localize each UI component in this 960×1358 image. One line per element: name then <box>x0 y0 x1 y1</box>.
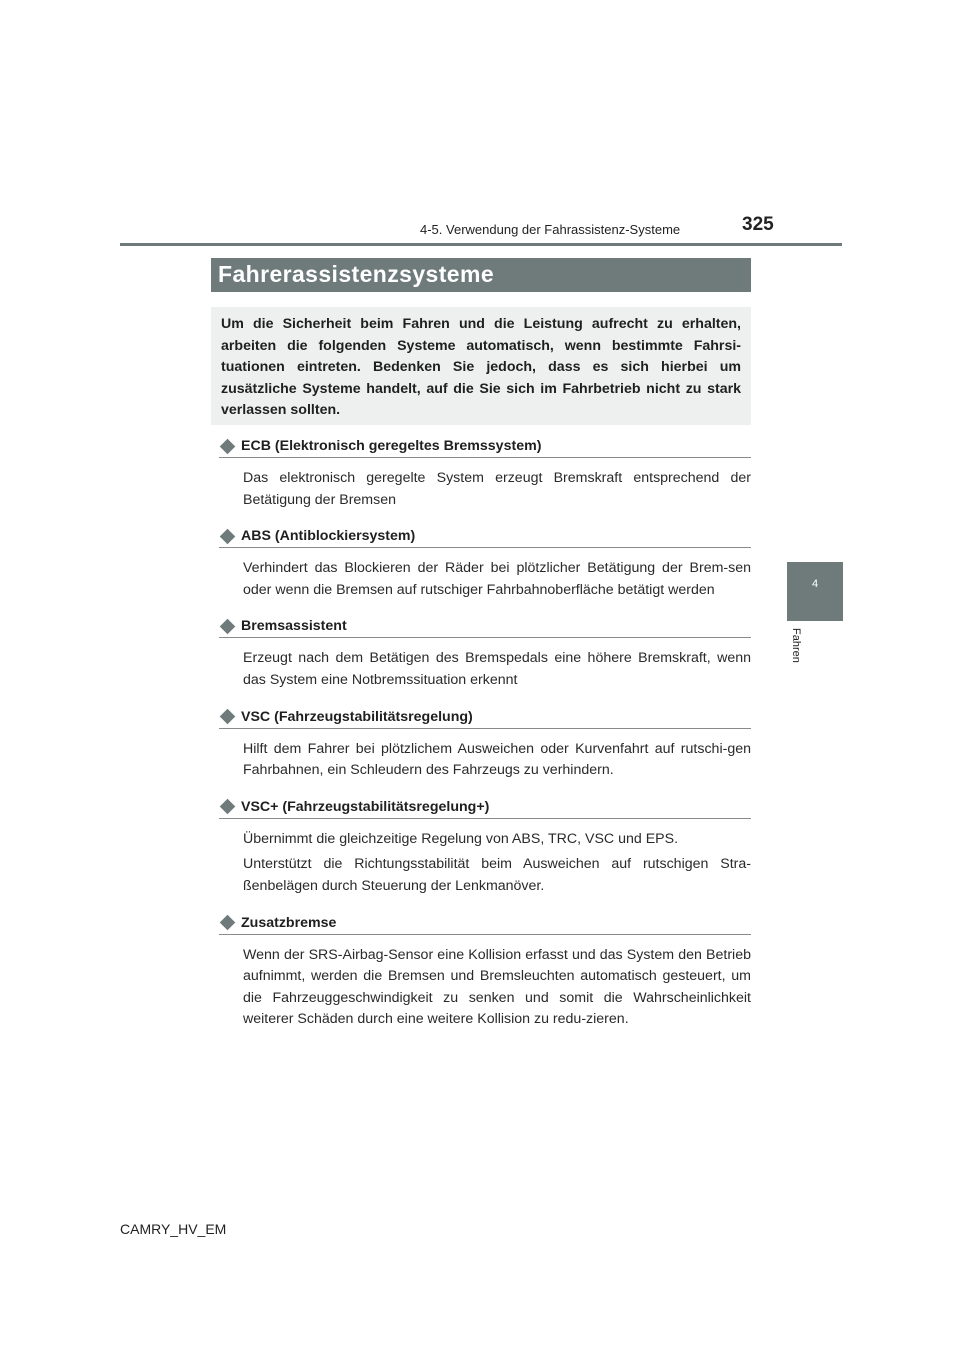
diamond-bullet-icon <box>220 799 236 815</box>
section-heading: VSC (Fahrzeugstabilitätsregelung) <box>241 708 473 725</box>
section-paragraph: Unterstützt die Richtungsstabilität beim Ausweichen auf rutschigen Stra-ßenbelägen durch Steuerung der Lenkmanöver. <box>243 856 751 894</box>
diamond-bullet-icon <box>220 709 236 725</box>
chapter-tab-label: Fahren <box>790 628 802 663</box>
section-heading-row <box>219 915 751 935</box>
section-body <box>219 468 751 511</box>
header-section-title: 4-5. Verwendung der Fahrassistenz-Systeme <box>420 222 681 237</box>
section-heading: Zusatzbremse <box>241 914 337 931</box>
section <box>219 438 751 511</box>
section-body <box>219 829 751 898</box>
section-body <box>219 648 751 691</box>
footer-model-code: CAMRY_HV_EM <box>120 1221 227 1237</box>
section-heading-row <box>219 709 751 729</box>
intro-box <box>211 307 751 425</box>
diamond-bullet-icon <box>220 528 236 544</box>
section <box>219 618 751 691</box>
section-body <box>219 739 751 782</box>
chapter-tab <box>787 562 843 621</box>
section-paragraph: Wenn der SRS-Airbag-Sensor eine Kollision erfasst und das System den Betrieb aufnimmt, werden die Bremsen und Bremsleuchten automatisch gesteuert, um die Fahrzeuggeschwindigkeit zu senken und somit die Wahrscheinlichkeit weiterer Schäden durch eine weitere Kollision zu redu-zieren. <box>243 946 751 1028</box>
chapter-tab-label-wrapper <box>790 628 804 678</box>
header-divider <box>120 243 842 246</box>
section-body <box>219 945 751 1031</box>
section-heading: ABS (Antiblockiersystem) <box>241 528 416 545</box>
sections-list <box>219 438 751 1048</box>
section-paragraph: Übernimmt die gleichzeitige Regelung von ABS, TRC, VSC und EPS. <box>243 830 679 847</box>
section-paragraph: Verhindert das Blockieren der Räder bei plötzlicher Betätigung der Brem-sen oder wenn die Bremsen auf rutschiger Fahrbahnoberfläche betätigt werden <box>243 560 751 598</box>
page-number: 325 <box>742 214 774 235</box>
section-heading: ECB (Elektronisch geregeltes Bremssystem) <box>241 438 542 454</box>
diamond-bullet-icon <box>220 915 236 931</box>
section-paragraph: Das elektronisch geregelte System erzeugt Bremskraft entsprechend der Betätigung der Bremsen <box>243 470 751 508</box>
section-heading-row <box>219 618 751 638</box>
chapter-tab-number: 4 <box>811 578 819 590</box>
section <box>219 709 751 782</box>
section-heading-row <box>219 438 751 458</box>
intro-text: Um die Sicherheit beim Fahren und die Leistung aufrecht zu erhalten, arbeiten die folgenden Systeme automatisch, wenn bestimmte Fahrsi-tuationen eintreten. Bedenken Sie jedoch, dass es sich hierbei um zusätzliche Systeme handelt, auf die Sie sich im Fahrbetrieb nicht zu stark verlassen sollten. <box>221 316 741 419</box>
section <box>219 799 751 898</box>
section-heading-row <box>219 528 751 548</box>
section-paragraph: Hilft dem Fahrer bei plötzlichem Ausweichen oder Kurvenfahrt auf rutschi-gen Fahrbahnen, ein Schleudern des Fahrzeugs zu verhindern. <box>243 740 751 779</box>
section-body <box>219 558 751 601</box>
section-heading: VSC+ (Fahrzeugstabilitätsregelung+) <box>241 798 490 815</box>
diamond-bullet-icon <box>220 619 236 635</box>
section <box>219 915 751 1031</box>
diamond-bullet-icon <box>220 438 236 454</box>
section-heading-row <box>219 799 751 819</box>
section-paragraph: Erzeugt nach dem Betätigen des Bremspedals eine höhere Bremskraft, wenn das System eine Notbremssituation erkennt <box>243 650 751 688</box>
section-heading: Bremsassistent <box>241 618 347 635</box>
section <box>219 528 751 601</box>
page-title: Fahrerassistenzsysteme <box>218 261 495 287</box>
page-title-bar <box>211 258 751 292</box>
